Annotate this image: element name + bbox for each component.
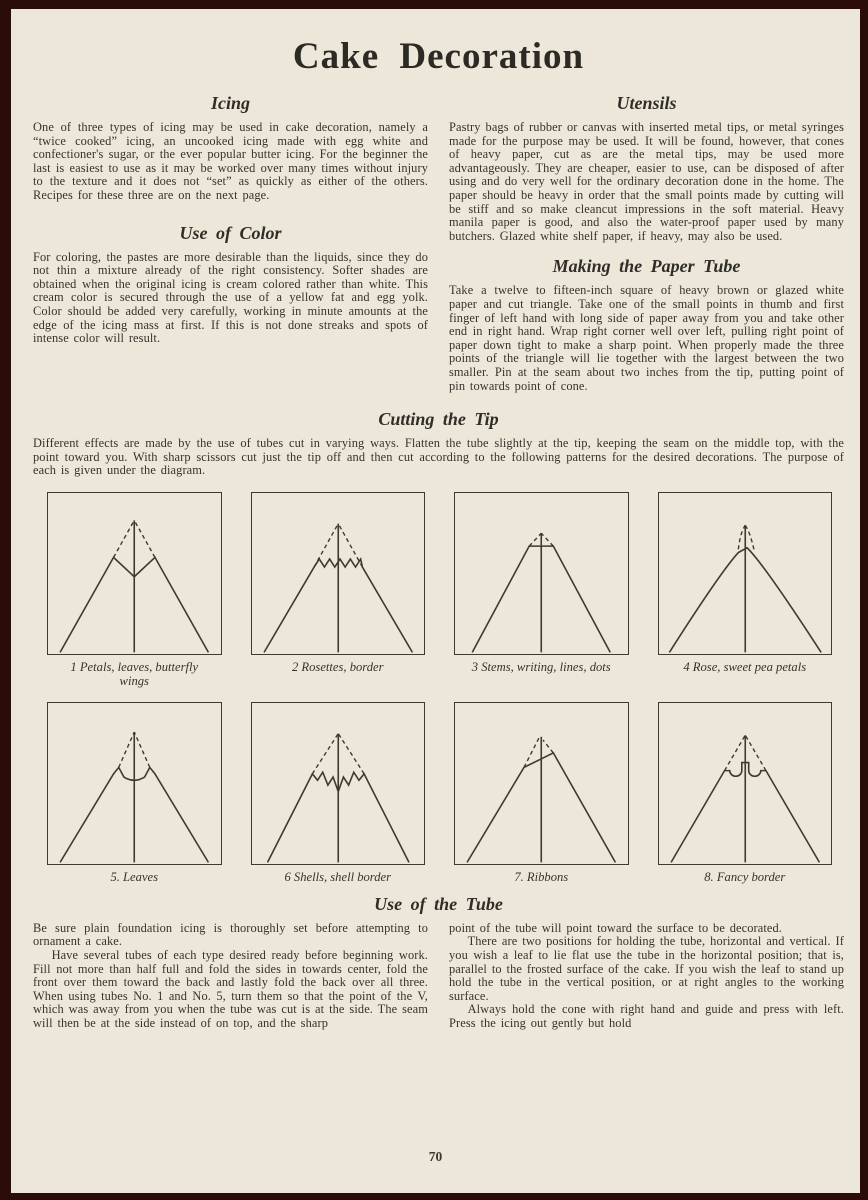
use-of-tube-paragraph: Have several tubes of each type desired ready before beginning work. Fill not more than half full and fold the sides in towards center, fold the front over them toward the back and lastly fold the back over all three. When using tubes No. 1 and No. 5, turn them so that the point of the V, which was away from you when the tube was cut is at the side. The seam will then be at the side instead of on top, and the sharp [33,948,428,1031]
use-of-color-text: For coloring, the pastes are more desirable than the liquids, since they do not thin a mixture already of the right consistency. Softer shades are obtained when the original icing is cream colored rather than white. This cream color is secured through the use of a yellow fat and egg yolk. Color should be added very carefully, working in minute amounts at the edge of the icing mass at first. If this is not done streaks and spots of intense color will result. [33,249,428,346]
left-column [33,80,428,393]
utensils-heading: Utensils [616,93,677,113]
icing-heading: Icing [210,93,250,113]
upper-columns [33,80,844,393]
straight-cut-icon [455,493,628,654]
use-of-color-heading: Use of Color [179,222,282,243]
shallow-v-cut-icon [48,703,221,864]
section-cutting-the-tip [33,409,844,478]
use-of-tube-paragraph: Be sure plain foundation icing is thoroughly set before attempting to ornament a cake. [33,920,428,949]
section-utensils [449,93,844,243]
section-making-paper-tube [449,256,844,393]
diagram-box [454,702,629,865]
use-of-tube-heading: Use of the Tube [374,893,503,914]
use-of-tube-paragraph: point of the tube will point toward the surface to be decorated. [449,920,782,935]
paper-tube-text: Take a twelve to fifteen-inch square of heavy brown or glazed white paper and cut triangle. Take one of the small points in thumb and first finger of left hand with long side of paper away from you and take other end in right hand. Wrap right corner well over left, pulling right point of paper down tight to make a sharp point. When properly made the three points of the triangle will lie together with the largest between the two smaller. Pin at the seam about two inches from the tip, putting point of pin towards point of cone. [449,283,844,393]
diagram-box [47,702,222,865]
diagram-5 [47,702,222,884]
paper-tube-heading: Making the Paper Tube [552,256,741,277]
petal-curve-cut-icon [659,493,832,654]
diagram-caption: 6 Shells, shell border [284,869,392,884]
shell-zigzag-cut-icon [252,703,425,864]
book-page [11,9,860,1193]
diagram-box [454,492,629,655]
page-title: Cake Decoration [292,36,585,77]
page-number: 70 [428,1149,443,1164]
v-notch-cut-icon [48,493,221,654]
use-of-tube-right-column [449,922,844,1031]
diagram-caption: 1 Petals, leaves, butterfly wings [70,659,199,688]
diagram-3 [454,492,629,688]
diagram-box [251,492,426,655]
serrated-cut-icon [252,493,425,654]
use-of-tube-paragraph: There are two positions for holding the tube, horizontal and vertical. If you wish a leaf to lie flat use the tube in the horizontal position; that is, parallel to the frosted surface of the cake. If you wish the leaf to stand up hold the tube in the vertical position, or at right angles to the working surface. [449,934,844,1003]
diagram-caption: 2 Rosettes, border [291,659,384,674]
section-icing [33,93,428,203]
diagram-caption: 7. Ribbons [514,869,569,884]
diagram-caption: 4 Rose, sweet pea petals [683,659,807,674]
diagram-8 [658,702,833,884]
section-use-of-the-tube [33,894,844,1031]
diagram-6 [251,702,426,884]
right-column [449,80,844,393]
diagram-box [658,492,833,655]
diagram-box [47,492,222,655]
diagram-box [251,702,426,865]
diagram-caption: 8. Fancy border [704,869,786,884]
diagram-caption: 5. Leaves [110,869,159,884]
icing-text: One of three types of icing may be used in cake decoration, namely a “twice cooked” icing, an uncooked icing made with egg white and confectioner's sugar, or the ever popular butter icing. For the beginner the last is easiest to use as it may be worked over many times without injury to the texture and it does not “set” as quickly as either of the others. Recipes for these three are on the next page. [33,120,428,202]
diagram-caption: 3 Stems, writing, lines, dots [471,659,611,674]
diagram-4 [658,492,833,688]
utensils-text: Pastry bags of rubber or canvas with inserted metal tips, or metal syringes made for the purpose may be used. It will be found, however, that cones of heavy paper, cut as are the metal tips, may be used more advantageously. They are cheaper, easier to use, can be disposed of after using and do very well for the ordinary decoration done in the home. The paper should be heavy in order that the small points made by cutting will be stiff and so make cleancut impressions in the soft material. Heavy manila paper is good, and also the water-proof paper used by many butchers. Glazed white shelf paper, if heavy, may also be used. [449,120,844,243]
use-of-tube-paragraph: Always hold the cone with right hand and guide and press with left. Press the icing out gently but hold [449,1002,844,1031]
section-use-of-color [33,223,428,346]
scalloped-cut-icon [659,703,832,864]
diagram-1 [47,492,222,688]
use-of-tube-columns [33,922,844,1031]
slant-cut-icon [455,703,628,864]
cutting-tip-text: Different effects are made by the use of tubes cut in varying ways. Flatten the tube slightly at the tip, keeping the seam on the middle top, with the point toward you. With sharp scissors cut just the tip off and then cut according to the following patterns for the desired decorations. The purpose of each is given under the diagram. [33,436,844,478]
diagram-2 [251,492,426,688]
diagram-7 [454,702,629,884]
diagram-box [658,702,833,865]
use-of-tube-left-column [33,922,428,1031]
cutting-tip-heading: Cutting the Tip [378,409,499,430]
diagram-grid [47,492,832,884]
